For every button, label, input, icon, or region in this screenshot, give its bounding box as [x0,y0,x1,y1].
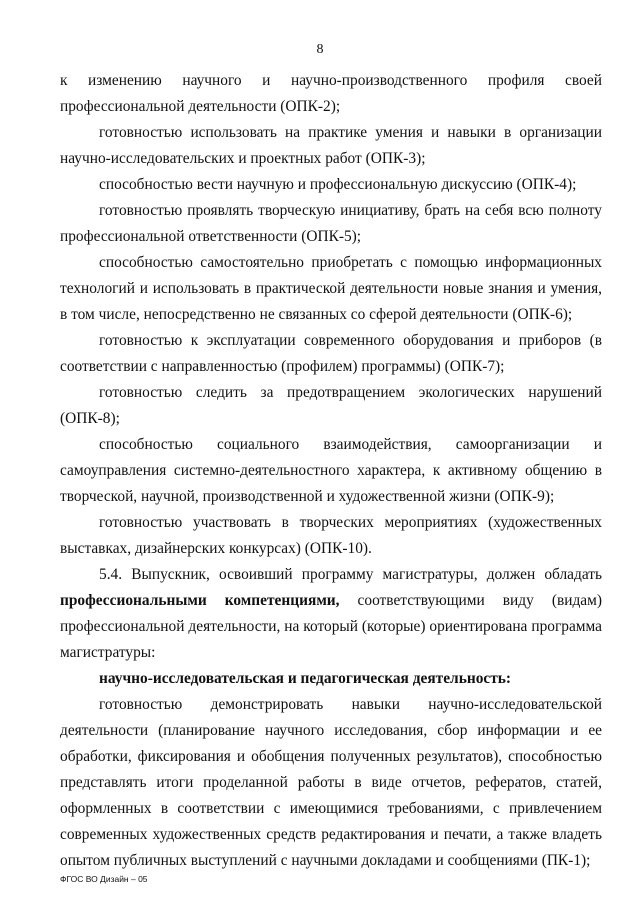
paragraph-opk-6: способностью самостоятельно приобретать с помощью информационных технологий и использовать в практической деятельности новые знания и умения, в том числе, непосредственно не связанных со сферой деятельности (ОПК-6); [60,254,602,323]
paragraph-opk-2: к изменению научного и научно-производственного профиля своей профессиональной деятельности (ОПК-2); [60,72,602,115]
paragraph-opk-5: готовностью проявлять творческую инициативу, брать на себя всю полноту профессиональной ответственности (ОПК-5); [60,202,602,245]
section-5-4-bold-term: профессиональными компетенциями, [60,592,340,609]
footer-label: ФГОС ВО Дизайн – 05 [60,874,148,884]
paragraph-opk-3: готовностью использовать на практике умения и навыки в организации научно-исследовательских и проектных работ (ОПК-3); [60,124,602,167]
paragraph-opk-8: готовностью следить за предотвращением экологических нарушений (ОПК-8); [60,384,602,427]
paragraph-opk-4: способностью вести научную и профессиональную дискуссию (ОПК-4); [99,176,577,193]
page-number: 8 [316,42,324,57]
activity-heading: научно-исследовательская и педагогическая деятельность: [99,670,512,687]
paragraph-opk-9: способностью социального взаимодействия, самоорганизации и самоуправления системно-деятельностного характера, к активному общению в творческой, научной, производственной и художественной жизни (ОПК-9); [60,436,602,505]
section-5-4-rest: соответствующими виду (видам) профессиональной деятельности, на который (которые) ориентирована программа магистратуры: [60,592,602,661]
paragraph-opk-10: готовностью участвовать в творческих мероприятиях (художественных выставках, дизайнерских конкурсах) (ОПК-10). [60,514,602,557]
section-5-4-intro: 5.4. Выпускник, освоивший программу магистратуры, должен обладать [99,566,602,583]
paragraph-section-5-4 [60,562,602,666]
document-body [60,68,602,874]
paragraph-pk-1: готовностью демонстрировать навыки научно-исследовательской деятельности (планирование научного исследования, сбор информации и ее обработки, фиксирования и обобщения полученных результатов), способностью представлять итоги проделанной работы в виде отчетов, рефератов, статей, оформленных в соответствии с имеющимися требованиями, с привлечением современных художественных средств редактирования и печати, а также владеть опытом публичных выступлений с научными докладами и сообщениями (ПК-1); [60,696,602,869]
paragraph-opk-7: готовностью к эксплуатации современного оборудования и приборов (в соответствии с направленностью (профилем) программы) (ОПК-7); [60,332,602,375]
